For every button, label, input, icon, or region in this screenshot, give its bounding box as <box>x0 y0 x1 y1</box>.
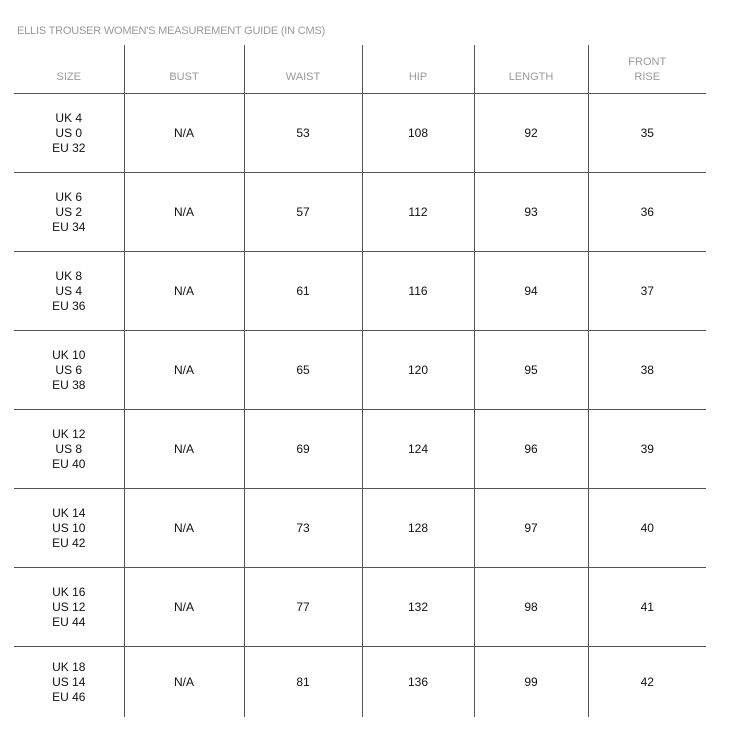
size-us: US 8 <box>55 441 83 456</box>
length-cell: 95 <box>474 331 588 410</box>
hip-cell: 116 <box>362 252 474 331</box>
waist-cell: 73 <box>244 489 362 568</box>
table-row <box>14 568 706 647</box>
bust-cell: N/A <box>124 252 244 331</box>
waist-cell: 81 <box>244 647 362 718</box>
front-rise-cell: 42 <box>588 647 706 718</box>
table-row <box>14 647 706 718</box>
waist-cell: 77 <box>244 568 362 647</box>
size-uk: UK 14 <box>52 505 86 520</box>
size-eu: EU 34 <box>52 219 86 234</box>
bust-cell: N/A <box>124 647 244 718</box>
front-rise-cell: 41 <box>588 568 706 647</box>
size-uk: UK 10 <box>52 347 86 362</box>
bust-cell: N/A <box>124 94 244 173</box>
size-us: US 4 <box>55 283 83 298</box>
size-eu: EU 42 <box>52 535 86 550</box>
size-us: US 2 <box>55 204 83 219</box>
size-cell <box>14 410 124 489</box>
hip-cell: 128 <box>362 489 474 568</box>
size-cell <box>14 94 124 173</box>
size-us: US 6 <box>55 362 83 377</box>
size-cell <box>14 252 124 331</box>
size-eu: EU 46 <box>52 689 86 704</box>
header-row <box>14 45 706 94</box>
table-row <box>14 94 706 173</box>
size-uk: UK 6 <box>55 189 83 204</box>
size-cell <box>14 331 124 410</box>
waist-cell: 61 <box>244 252 362 331</box>
hip-cell: 120 <box>362 331 474 410</box>
size-us: US 12 <box>52 599 86 614</box>
hip-cell: 136 <box>362 647 474 718</box>
bust-cell: N/A <box>124 568 244 647</box>
header-length: LENGTH <box>474 45 588 94</box>
length-cell: 93 <box>474 173 588 252</box>
table-row <box>14 410 706 489</box>
front-rise-cell: 37 <box>588 252 706 331</box>
page-title: ELLIS TROUSER WOMEN'S MEASUREMENT GUIDE (IN CMS) <box>17 25 326 37</box>
length-cell: 97 <box>474 489 588 568</box>
size-cell <box>14 173 124 252</box>
header-bust: BUST <box>124 45 244 94</box>
header-size: SIZE <box>14 45 124 94</box>
length-cell: 96 <box>474 410 588 489</box>
waist-cell: 65 <box>244 331 362 410</box>
length-cell: 94 <box>474 252 588 331</box>
waist-cell: 53 <box>244 94 362 173</box>
table-row <box>14 331 706 410</box>
front-rise-cell: 39 <box>588 410 706 489</box>
front-rise-cell: 36 <box>588 173 706 252</box>
hip-cell: 108 <box>362 94 474 173</box>
size-eu: EU 32 <box>52 140 86 155</box>
header-front-rise-line2: RISE <box>634 71 661 83</box>
size-uk: UK 8 <box>55 268 83 283</box>
table-row <box>14 252 706 331</box>
size-us: US 14 <box>52 674 86 689</box>
length-cell: 99 <box>474 647 588 718</box>
bust-cell: N/A <box>124 410 244 489</box>
size-uk: UK 12 <box>52 426 86 441</box>
size-eu: EU 36 <box>52 298 86 313</box>
front-rise-cell: 38 <box>588 331 706 410</box>
header-front-rise <box>588 45 706 94</box>
bust-cell: N/A <box>124 173 244 252</box>
front-rise-cell: 40 <box>588 489 706 568</box>
size-uk: UK 4 <box>55 110 83 125</box>
measurement-table <box>14 45 706 717</box>
header-front-rise-line1: FRONT <box>628 56 667 68</box>
size-uk: UK 16 <box>52 584 86 599</box>
size-eu: EU 44 <box>52 614 86 629</box>
waist-cell: 57 <box>244 173 362 252</box>
size-cell <box>14 489 124 568</box>
bust-cell: N/A <box>124 489 244 568</box>
size-uk: UK 18 <box>52 659 86 674</box>
size-eu: EU 40 <box>52 456 86 471</box>
header-waist: WAIST <box>244 45 362 94</box>
table-row <box>14 489 706 568</box>
table-row <box>14 173 706 252</box>
length-cell: 98 <box>474 568 588 647</box>
hip-cell: 124 <box>362 410 474 489</box>
waist-cell: 69 <box>244 410 362 489</box>
size-cell <box>14 568 124 647</box>
size-eu: EU 38 <box>52 377 86 392</box>
bust-cell: N/A <box>124 331 244 410</box>
hip-cell: 132 <box>362 568 474 647</box>
header-hip: HIP <box>362 45 474 94</box>
size-us: US 10 <box>52 520 86 535</box>
front-rise-cell: 35 <box>588 94 706 173</box>
size-cell <box>14 647 124 718</box>
length-cell: 92 <box>474 94 588 173</box>
size-us: US 0 <box>55 125 83 140</box>
hip-cell: 112 <box>362 173 474 252</box>
